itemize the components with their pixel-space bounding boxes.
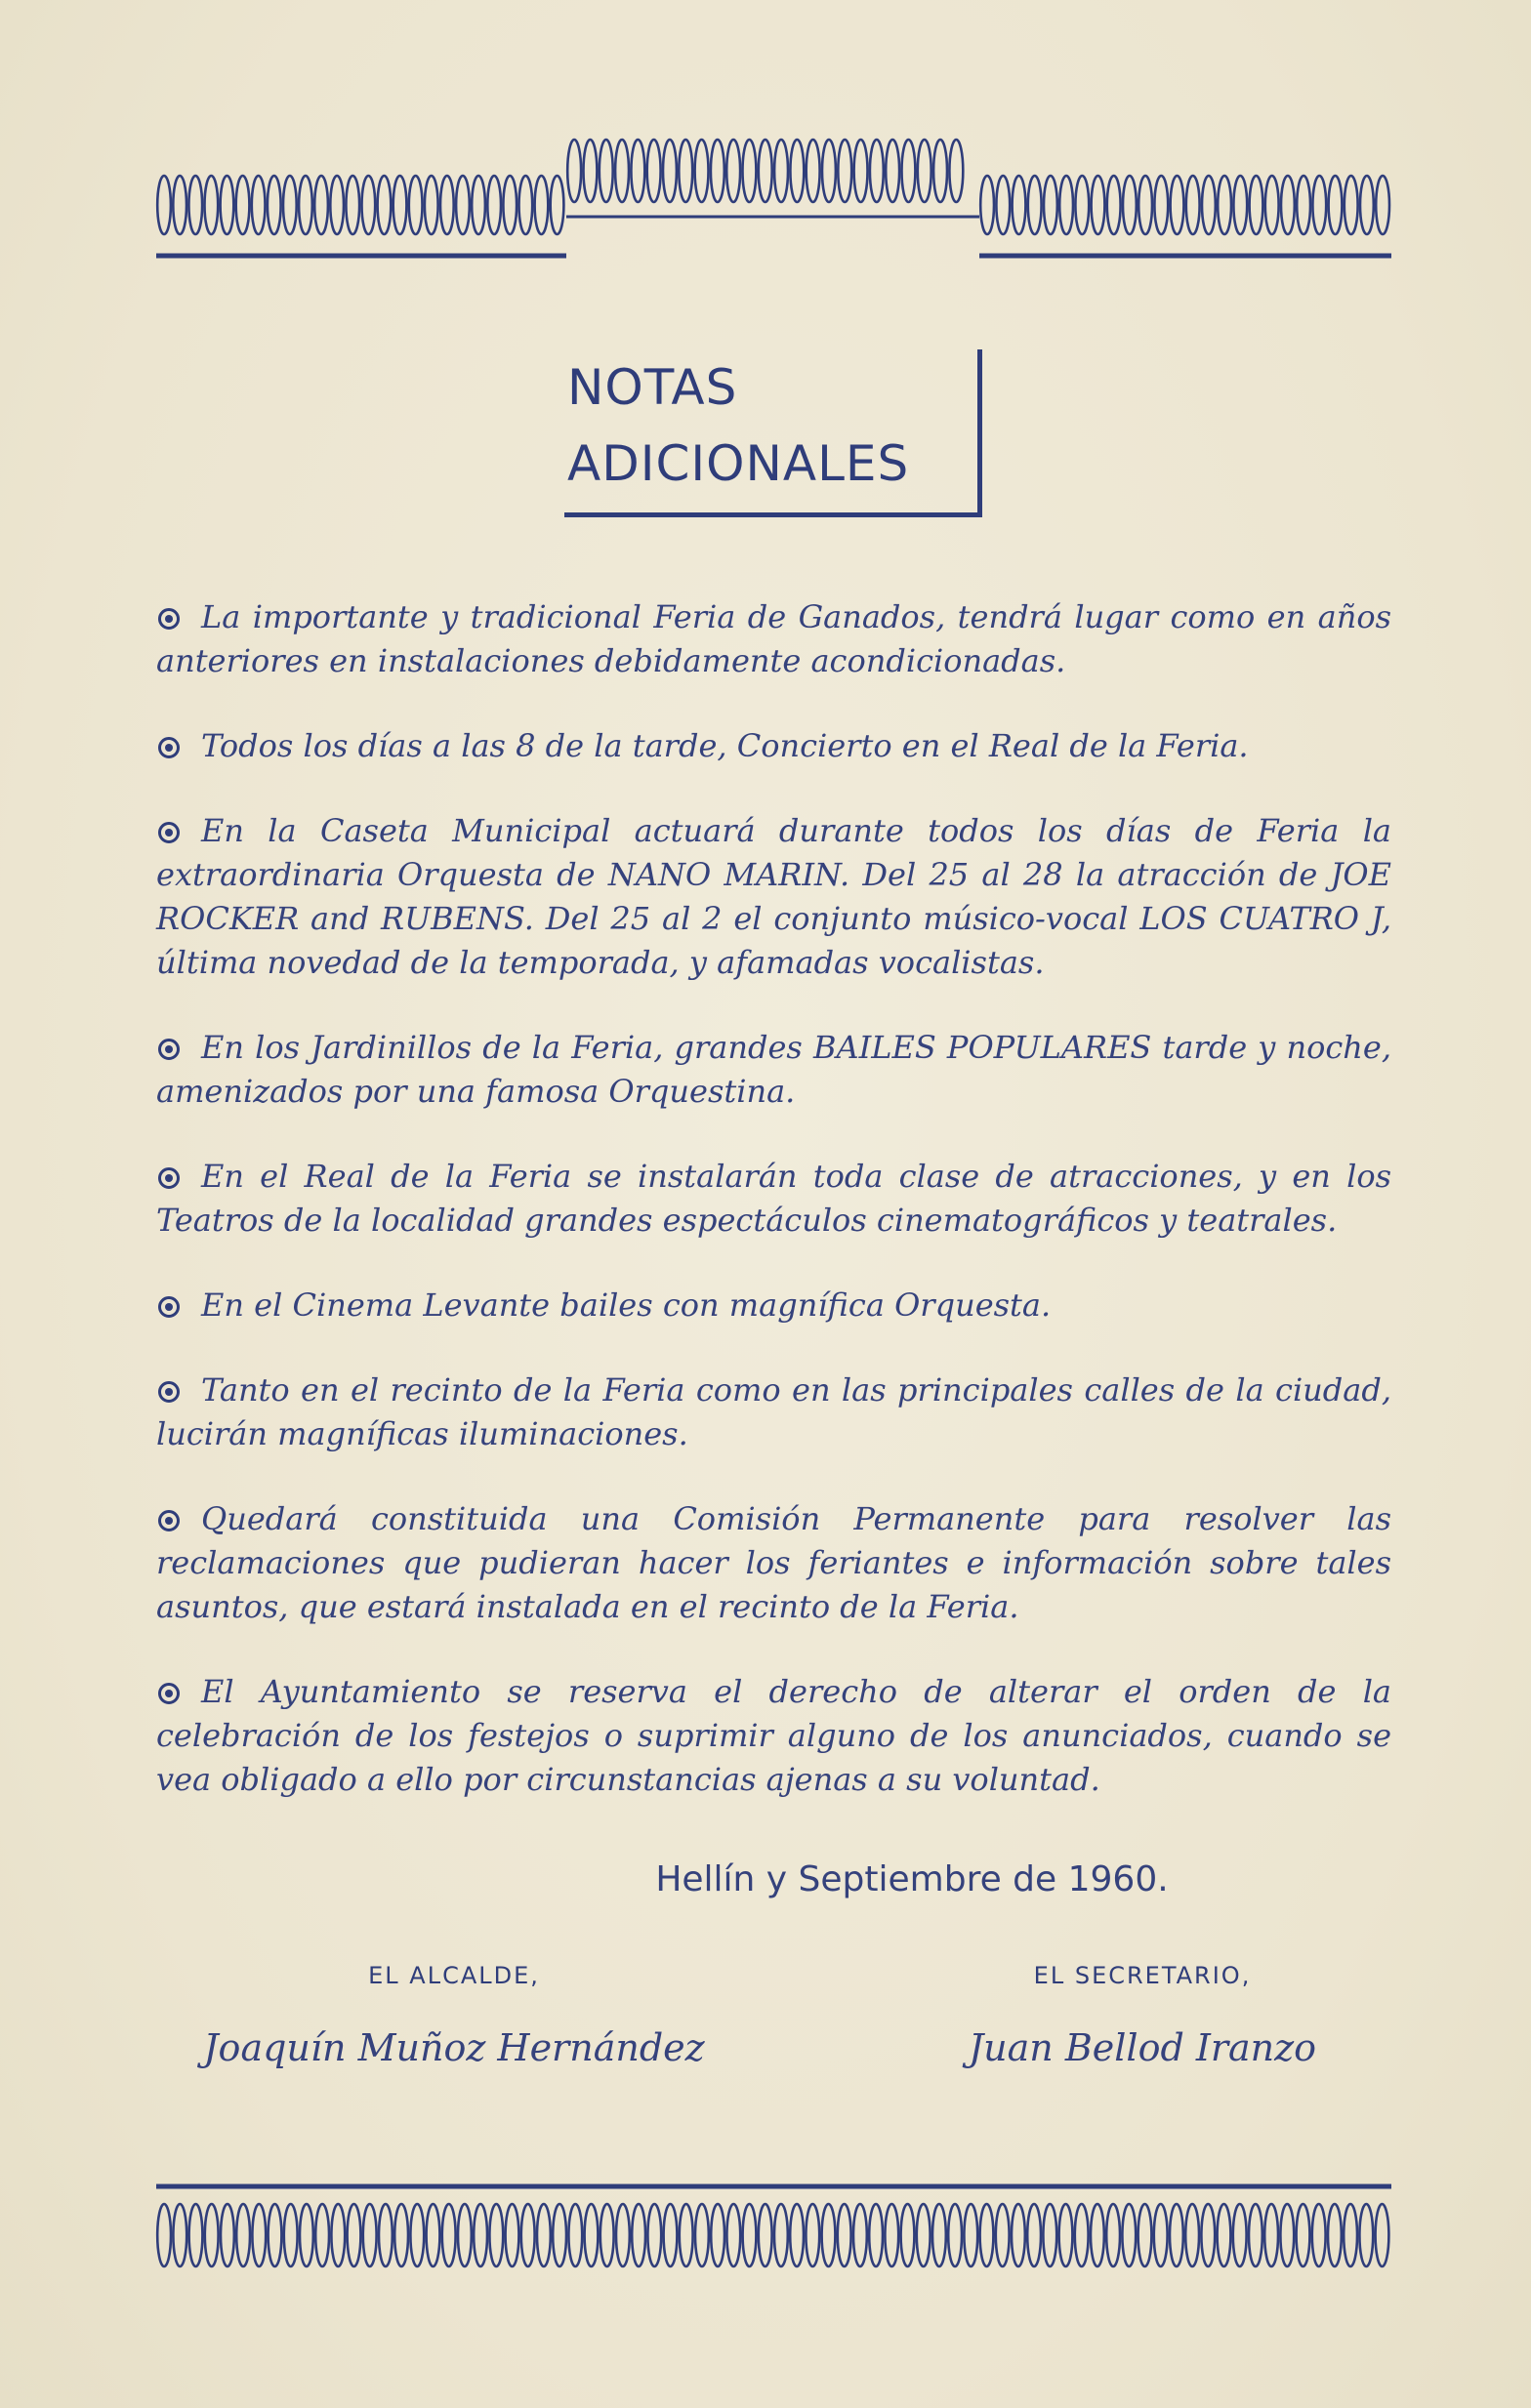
oval-loop [807, 140, 820, 202]
bullet-icon [158, 1381, 180, 1403]
bullet-icon [158, 1510, 180, 1531]
oval-loop [456, 176, 470, 234]
oval-loop [1249, 2204, 1262, 2266]
top-center-oval-row [567, 140, 963, 202]
oval-loop [1344, 2204, 1357, 2266]
oval-loop [680, 2204, 693, 2266]
oval-loop [679, 140, 692, 202]
oval-loop [585, 2204, 599, 2266]
oval-loop [886, 140, 899, 202]
oval-loop [664, 2204, 678, 2266]
oval-loop [869, 2204, 883, 2266]
bullet-icon [158, 737, 180, 758]
oval-loop [822, 140, 836, 202]
oval-loop [1138, 176, 1152, 234]
oval-loop [472, 176, 485, 234]
note-item [156, 809, 1391, 985]
oval-loop [980, 2204, 994, 2266]
oval-loop [1281, 176, 1295, 234]
oval-loop [252, 2204, 266, 2266]
oval-loop [964, 2204, 977, 2266]
oval-loop [379, 2204, 393, 2266]
oval-loop [743, 140, 757, 202]
oval-loop [902, 140, 916, 202]
oval-loop [948, 2204, 962, 2266]
oval-loop [1154, 2204, 1168, 2266]
oval-loop [362, 176, 376, 234]
oval-loop [980, 176, 994, 234]
oval-loop [1043, 2204, 1056, 2266]
oval-loop [410, 2204, 424, 2266]
note-item [156, 595, 1391, 683]
oval-loop [1154, 176, 1168, 234]
notes-list [156, 595, 1391, 1843]
oval-loop [663, 140, 677, 202]
oval-loop [615, 140, 629, 202]
oval-loop [314, 176, 328, 234]
oval-loop [1345, 176, 1358, 234]
note-item [156, 1284, 1391, 1327]
oval-loop [1312, 176, 1326, 234]
oval-loop [425, 176, 438, 234]
note-item [156, 1670, 1391, 1802]
oval-loop [932, 2204, 946, 2266]
oval-loop [299, 176, 312, 234]
oval-loop [458, 2204, 472, 2266]
oval-loop [521, 2204, 535, 2266]
oval-loop [489, 2204, 503, 2266]
oval-loop [363, 2204, 377, 2266]
oval-loop [300, 2204, 313, 2266]
oval-loop [743, 2204, 757, 2266]
page-title-line1: NOTAS [567, 359, 738, 416]
oval-loop [519, 176, 533, 234]
oval-loop [442, 2204, 456, 2266]
oval-loop [759, 2204, 772, 2266]
oval-loop [205, 2204, 219, 2266]
oval-loop [173, 2204, 186, 2266]
secretary-role: EL SECRETARIO, [1033, 1962, 1252, 1989]
oval-loop [647, 2204, 661, 2266]
oval-loop [774, 2204, 788, 2266]
oval-loop [711, 2204, 724, 2266]
bullet-icon [158, 1039, 180, 1060]
note-item [156, 724, 1391, 768]
bottom-ornament [0, 2167, 1531, 2284]
oval-loop [1123, 176, 1137, 234]
oval-loop [1233, 176, 1247, 234]
top-ornament [0, 0, 1531, 273]
oval-loop [348, 2204, 361, 2266]
oval-loop [269, 2204, 282, 2266]
oval-loop [822, 2204, 836, 2266]
oval-loop [474, 2204, 487, 2266]
oval-loop [1233, 2204, 1247, 2266]
oval-loop [1059, 2204, 1073, 2266]
oval-loop [1107, 176, 1121, 234]
oval-loop [1106, 2204, 1120, 2266]
oval-loop [157, 2204, 171, 2266]
oval-loop [188, 176, 202, 234]
place-date: Hellín y Septiembre de 1960. [655, 1859, 1169, 1899]
oval-loop [726, 140, 740, 202]
oval-loop [853, 2204, 867, 2266]
oval-loop [1012, 2204, 1025, 2266]
bullet-icon [158, 1167, 180, 1189]
oval-loop [535, 176, 549, 234]
oval-loop [252, 176, 266, 234]
note-text: En el Real de la Feria se instalarán toda clase de atracciones, y en los Teatros de la localidad grandes espectáculos cinematográficos y teatrales. [156, 1158, 1391, 1239]
oval-loop [1075, 2204, 1089, 2266]
oval-loop [949, 140, 963, 202]
oval-loop [553, 2204, 566, 2266]
note-text: En la Caseta Municipal actuará durante todos los días de Feria la extraordinaria Orquesta de NANO MARIN. Del 25 al 28 la atracción de JOE ROCKER and RUBENS. Del 25 al 2 el conjunto músico-vocal LOS CUATRO J, última novedad de la temporada, y afamadas vocalistas. [156, 812, 1391, 981]
oval-loop [631, 140, 644, 202]
oval-loop [901, 2204, 915, 2266]
oval-loop [157, 176, 171, 234]
oval-loop [600, 2204, 614, 2266]
oval-loop [506, 2204, 519, 2266]
note-text: La importante y tradicional Feria de Ganados, tendrá lugar como en años anteriores en instalaciones debidamente acondicionadas. [156, 598, 1391, 679]
oval-loop [1359, 2204, 1373, 2266]
oval-loop [1218, 2204, 1231, 2266]
oval-loop [440, 176, 454, 234]
oval-loop [315, 2204, 329, 2266]
bullet-icon [158, 608, 180, 630]
oval-loop [695, 140, 709, 202]
secretary-signature: Juan Bellod Iranzo [968, 2026, 1317, 2069]
oval-loop [695, 2204, 709, 2266]
top-ornament-svg [0, 0, 1531, 273]
bullet-icon [158, 1296, 180, 1318]
note-item [156, 1497, 1391, 1629]
bullet-icon [158, 822, 180, 843]
top-left-oval-row [157, 176, 563, 234]
oval-loop [774, 140, 788, 202]
oval-loop [1075, 176, 1089, 234]
oval-loop [1027, 2204, 1041, 2266]
oval-loop [996, 2204, 1010, 2266]
oval-loop [427, 2204, 440, 2266]
oval-loop [1185, 2204, 1199, 2266]
oval-loop [1376, 176, 1389, 234]
oval-loop [1171, 176, 1184, 234]
note-text: El Ayuntamiento se reserva el derecho de alterar el orden de la celebración de los festejos o suprimir alguno de los anunciados, cuando se vea obligado a ello por circunstancias ajenas a su voluntad. [156, 1673, 1391, 1798]
oval-loop [236, 176, 250, 234]
oval-loop [189, 2204, 203, 2266]
oval-loop [854, 140, 868, 202]
oval-loop [711, 140, 724, 202]
oval-loop [393, 176, 407, 234]
oval-loop [647, 140, 661, 202]
secretary-signature-block [937, 1962, 1347, 2069]
oval-loop [1186, 176, 1200, 234]
oval-loop [1280, 2204, 1294, 2266]
oval-loop [616, 2204, 630, 2266]
oval-loop [1122, 2204, 1136, 2266]
oval-loop [284, 2204, 298, 2266]
oval-loop [1328, 2204, 1342, 2266]
mayor-role: EL ALCALDE, [368, 1962, 540, 1989]
oval-loop [173, 176, 186, 234]
oval-loop [1044, 176, 1057, 234]
oval-loop [1013, 176, 1026, 234]
oval-loop [1059, 176, 1073, 234]
note-text: En los Jardinillos de la Feria, grandes BAILES POPULARES tarde y noche, amenizados por una famosa Orquestina. [156, 1029, 1391, 1110]
note-item [156, 1026, 1391, 1114]
note-text: Tanto en el recinto de la Feria como en las principales calles de la ciudad, lucirán magníficas iluminaciones. [156, 1371, 1391, 1452]
oval-loop [331, 2204, 345, 2266]
oval-loop [1360, 176, 1374, 234]
note-item [156, 1155, 1391, 1243]
oval-loop [330, 176, 344, 234]
oval-loop [885, 2204, 898, 2266]
oval-loop [1138, 2204, 1152, 2266]
oval-loop [1297, 2204, 1310, 2266]
top-right-oval-row [980, 176, 1389, 234]
page-title-line2: ADICIONALES [567, 435, 910, 492]
oval-loop [1218, 176, 1231, 234]
oval-loop [726, 2204, 740, 2266]
oval-loop [790, 2204, 804, 2266]
oval-loop [568, 2204, 582, 2266]
oval-loop [806, 2204, 819, 2266]
oval-loop [236, 2204, 250, 2266]
oval-loop [537, 2204, 551, 2266]
oval-loop [394, 2204, 408, 2266]
oval-loop [409, 176, 423, 234]
bottom-oval-row [157, 2204, 1388, 2266]
oval-loop [933, 140, 947, 202]
oval-loop [996, 176, 1010, 234]
oval-loop [268, 176, 281, 234]
oval-loop [1312, 2204, 1326, 2266]
oval-loop [551, 176, 564, 234]
oval-loop [1092, 176, 1105, 234]
oval-loop [221, 176, 234, 234]
oval-loop [1265, 176, 1279, 234]
oval-loop [1329, 176, 1343, 234]
oval-loop [1297, 176, 1310, 234]
oval-loop [790, 140, 804, 202]
oval-loop [1250, 176, 1263, 234]
oval-loop [759, 140, 772, 202]
note-text: Todos los días a las 8 de la tarde, Concierto en el Real de la Feria. [201, 727, 1249, 764]
bottom-ornament-svg [0, 2167, 1531, 2284]
oval-loop [346, 176, 359, 234]
oval-loop [584, 140, 598, 202]
note-item [156, 1368, 1391, 1456]
oval-loop [917, 2204, 931, 2266]
mayor-signature-block [186, 1962, 723, 2069]
oval-loop [1202, 176, 1216, 234]
oval-loop [378, 176, 392, 234]
oval-loop [838, 2204, 851, 2266]
oval-loop [1376, 2204, 1389, 2266]
oval-loop [600, 140, 613, 202]
mayor-signature: Joaquín Muñoz Hernández [203, 2026, 705, 2069]
note-text: Quedará constituida una Comisión Permanente para resolver las reclamaciones que pudieran hacer los feriantes e información sobre tales asuntos, que estará instalada en el recinto de la Feria. [156, 1500, 1391, 1625]
oval-loop [487, 176, 501, 234]
oval-loop [1264, 2204, 1278, 2266]
oval-loop [1028, 176, 1042, 234]
bullet-icon [158, 1683, 180, 1704]
oval-loop [838, 140, 851, 202]
oval-loop [870, 140, 884, 202]
oval-loop [632, 2204, 645, 2266]
oval-loop [205, 176, 219, 234]
oval-loop [283, 176, 297, 234]
oval-loop [221, 2204, 234, 2266]
oval-loop [1201, 2204, 1215, 2266]
oval-loop [567, 140, 581, 202]
oval-loop [1170, 2204, 1183, 2266]
oval-loop [1091, 2204, 1104, 2266]
note-text: En el Cinema Levante bailes con magnífica Orquesta. [201, 1286, 1052, 1324]
oval-loop [503, 176, 517, 234]
oval-loop [918, 140, 931, 202]
